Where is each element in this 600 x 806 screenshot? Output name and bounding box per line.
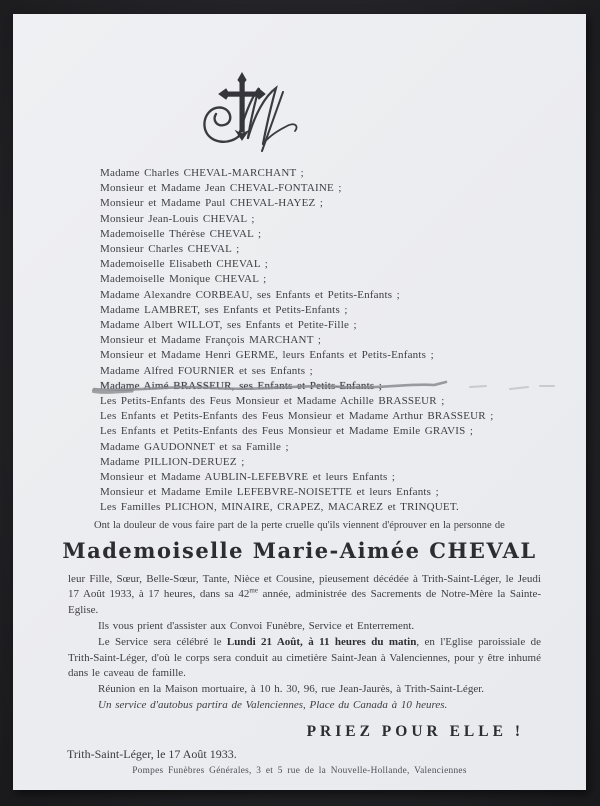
announcement-body: [68, 572, 541, 714]
mourner-name-text: Monsieur Charles CHEVAL ;: [100, 243, 240, 256]
mourner-name-row: [100, 500, 576, 515]
mourner-name-text: Les Enfants et Petits-Enfants des Feus Monsieur et Madame Arthur BRASSEUR ;: [100, 410, 494, 423]
death-announcement-card: [13, 14, 586, 790]
mourner-name-row: [100, 288, 576, 303]
decease-paragraph: [68, 572, 541, 619]
decease-paragraph-post: année, administrée des Sacrements de Notre-Mère la Sainte-Eglise.: [68, 588, 541, 617]
announcement-intro-line: Ont la douleur de vous faire part de la perte cruelle qu'ils viennent d'éprouver en la personne de: [94, 519, 505, 531]
mourner-name-row: [100, 409, 576, 424]
service-date-bold: Lundi 21 Août, à 11 heures du matin: [226, 635, 417, 648]
mourner-name-text: Les Enfants et Petits-Enfants des Feus Monsieur et Madame Emile GRAVIS ;: [100, 425, 474, 438]
mourner-name-text: Mademoiselle Monique CHEVAL ;: [100, 273, 267, 286]
mourner-name-text: Madame Albert WILLOT, ses Enfants et Petite-Fille ;: [100, 319, 357, 332]
mourner-name-text: Monsieur et Madame Paul CHEVAL-HAYEZ ;: [100, 197, 324, 210]
funeral-home-line: Pompes Funèbres Générales, 3 et 5 rue de la Nouvelle-Hollande, Valenciennes: [132, 765, 467, 776]
mourner-name-row: [100, 212, 576, 227]
mourner-name-row: [100, 424, 576, 439]
mourner-name-text: Monsieur et Madame François MARCHANT ;: [100, 334, 322, 347]
mourner-name-row: [100, 455, 576, 470]
mourner-name-row: [100, 257, 576, 272]
mourner-name-text: Madame Alfred FOURNIER et ses Enfants ;: [100, 364, 313, 377]
mourner-name-row: [100, 303, 576, 318]
mourners-list: [100, 166, 576, 516]
mourner-name-text: Madame Alexandre CORBEAU, ses Enfants et Petits-Enfants ;: [100, 288, 400, 301]
ordinal-suffix: me: [249, 586, 258, 595]
mourner-name-text: Monsieur et Madame Henri GERME, leurs Enfants et Petits-Enfants ;: [100, 349, 434, 362]
mourner-name-text: Madame Charles CHEVAL-MARCHANT ;: [100, 167, 304, 179]
reunion-line: Réunion en la Maison mortuaire, à 10 h. 30, 96, rue Jean-Jaurès, à Trith-Saint-Léger.: [98, 683, 485, 696]
mourner-name-text: Monsieur et Madame AUBLIN-LEFEBVRE et leurs Enfants ;: [100, 471, 396, 484]
mourner-name-text: Monsieur et Madame Jean CHEVAL-FONTAINE ;: [100, 182, 342, 195]
decease-paragraph-pre: leur Fille, Sœur, Belle-Sœur, Tante, Nièce et Cousine, pieusement décédée à Trith-Saint-Léger, le Jeudi 17 Août 1933, à 17 heures, dans sa 42: [68, 572, 541, 601]
mourner-name-text: Madame LAMBRET, ses Enfants et Petits-Enfants ;: [100, 303, 348, 316]
invitation-line: Ils vous prient d'assister aux Convoi Funèbre, Service et Enterrement.: [98, 620, 415, 633]
mourner-name-row: [100, 196, 576, 211]
mourner-name-text: Madame PILLION-DERUEZ ;: [100, 455, 245, 468]
mourner-name-row: [100, 227, 576, 242]
mourner-name-text: Mademoiselle Thérèse CHEVAL ;: [100, 227, 262, 240]
mourner-name-row: [100, 242, 576, 257]
mourner-name-text: Monsieur et Madame Emile LEFEBVRE-NOISETTE et leurs Enfants ;: [100, 486, 439, 499]
mourner-name-row: [100, 181, 576, 196]
cross-and-monogram-icon: [195, 72, 320, 154]
deceased-name-title: Mademoiselle Marie-Aimée CHEVAL: [62, 537, 537, 563]
service-paragraph: [68, 635, 541, 682]
mourner-name-row: [100, 364, 576, 379]
mourner-name-text: Madame GAUDONNET et sa Famille ;: [100, 440, 289, 453]
mourner-name-row: [100, 485, 576, 500]
service-post: , en l'Eglise paroissiale de Trith-Saint-Léger, d'où le corps sera conduit au cimetière Saint-Jean à Valenciennes, pour y être inhumé dans le caveau de famille.: [68, 635, 541, 680]
mourner-name-text: Les Petits-Enfants des Feus Monsieur et Madame Achille BRASSEUR ;: [100, 395, 445, 408]
place-date-line: Trith-Saint-Léger, le 17 Août 1933.: [67, 746, 237, 761]
mourner-name-row: [100, 394, 576, 409]
mourner-name-row: [100, 166, 576, 181]
mourner-name-row: [100, 470, 576, 485]
mourner-name-row: [100, 333, 576, 348]
mourner-name-text: Les Familles PLICHON, MINAIRE, CRAPEZ, MACAREZ et TRINQUET.: [100, 501, 459, 514]
mourner-name-text: Madame Aimé BRASSEUR, ses Enfants et Petits-Enfants ;: [100, 379, 383, 392]
mourner-name-text: Mademoiselle Elisabeth CHEVAL ;: [100, 258, 269, 271]
mourner-name-row: [100, 348, 576, 363]
mourner-name-text: Monsieur Jean-Louis CHEVAL ;: [100, 212, 255, 225]
mourner-name-row: [100, 272, 576, 287]
mourner-name-row: [100, 318, 576, 333]
pray-for-her-line: PRIEZ POUR ELLE !: [306, 722, 524, 740]
mourner-name-row: [100, 379, 576, 394]
service-pre: Le Service sera célébré le: [98, 635, 227, 648]
mourner-name-row: [100, 440, 576, 455]
bus-service-line: Un service d'autobus partira de Valenciennes, Place du Canada à 10 heures.: [98, 699, 448, 712]
